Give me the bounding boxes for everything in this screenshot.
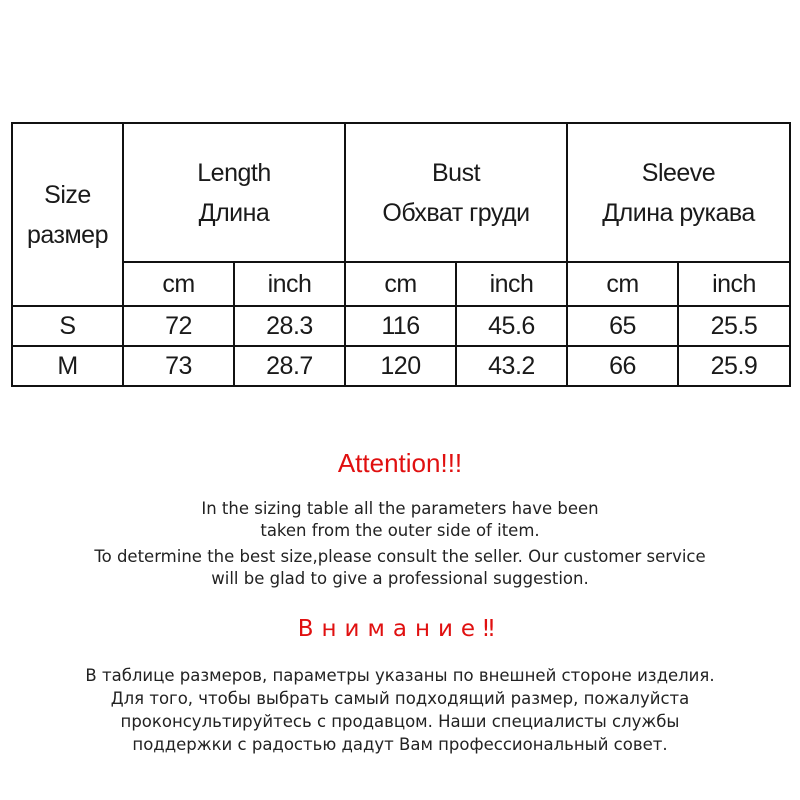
size-chart-table bbox=[11, 122, 791, 387]
notice-en-text bbox=[0, 498, 800, 590]
notice-ru-line: поддержки с радостью дадут Вам профессиональный совет. bbox=[132, 735, 668, 754]
value-cell: 43.2 bbox=[456, 346, 567, 386]
value-cell: 28.7 bbox=[234, 346, 345, 386]
notice-ru-line: Для того, чтобы выбрать самый подходящий размер, пожалуйста bbox=[110, 689, 690, 708]
sleeve-header-cell bbox=[567, 123, 790, 262]
value-cell: 65 bbox=[567, 306, 678, 346]
table-row bbox=[12, 346, 790, 386]
notice-ru-line: проконсультируйтесь с продавцом. Наши специалисты службы bbox=[120, 712, 680, 731]
table-row bbox=[12, 306, 790, 346]
notice-en-line: will be glad to give a professional suggestion. bbox=[211, 569, 589, 588]
notice-en-line: taken from the outer side of item. bbox=[260, 521, 540, 540]
bust-header-en: Bust bbox=[431, 158, 481, 187]
unit-cell: cm bbox=[567, 262, 678, 306]
size-header-cell bbox=[12, 123, 123, 306]
vnimanie-title: Внимание‼ bbox=[297, 616, 503, 642]
size-header-ru: размер bbox=[27, 220, 108, 249]
notice-en-line: In the sizing table all the parameters have been bbox=[201, 499, 599, 518]
size-header-en: Size bbox=[44, 180, 91, 209]
size-cell: M bbox=[12, 346, 123, 386]
notice-en-line: To determine the best size,please consult the seller. Our customer service bbox=[94, 547, 706, 566]
value-cell: 72 bbox=[123, 306, 234, 346]
bust-header-cell bbox=[345, 123, 567, 262]
value-cell: 120 bbox=[345, 346, 456, 386]
table-header-row bbox=[12, 123, 790, 262]
value-cell: 66 bbox=[567, 346, 678, 386]
sleeve-header-ru: Длина рукава bbox=[602, 198, 755, 227]
notice-ru-line: В таблице размеров, параметры указаны по внешней стороне изделия. bbox=[85, 666, 715, 685]
attention-title: Attention!!! bbox=[337, 448, 463, 478]
bust-header-ru: Обхват груди bbox=[382, 198, 530, 227]
unit-cell: inch bbox=[678, 262, 790, 306]
length-header-ru: Длина bbox=[198, 198, 270, 227]
value-cell: 45.6 bbox=[456, 306, 567, 346]
notice-ru-text bbox=[0, 664, 800, 756]
value-cell: 116 bbox=[345, 306, 456, 346]
length-header-cell bbox=[123, 123, 345, 262]
size-cell: S bbox=[12, 306, 123, 346]
unit-cell: inch bbox=[234, 262, 345, 306]
value-cell: 25.9 bbox=[678, 346, 790, 386]
sleeve-header-en: Sleeve bbox=[641, 158, 716, 187]
value-cell: 28.3 bbox=[234, 306, 345, 346]
unit-cell: inch bbox=[456, 262, 567, 306]
unit-cell: cm bbox=[345, 262, 456, 306]
unit-cell: cm bbox=[123, 262, 234, 306]
unit-row bbox=[12, 262, 790, 306]
value-cell: 25.5 bbox=[678, 306, 790, 346]
value-cell: 73 bbox=[123, 346, 234, 386]
length-header-en: Length bbox=[197, 158, 271, 187]
